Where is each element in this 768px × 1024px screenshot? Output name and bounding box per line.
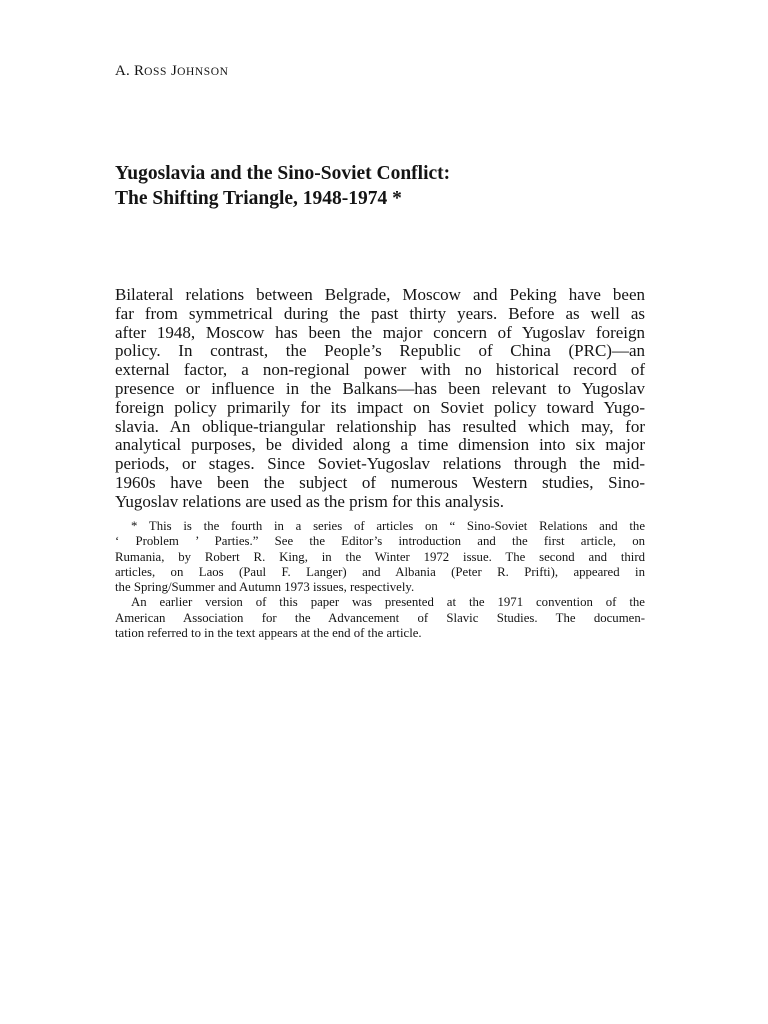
footnote-line: An earlier version of this paper was presented at the 1971 convention of the bbox=[131, 595, 645, 610]
footnote-line: Rumania, by Robert R. King, in the Winter 1972 issue. The second and third bbox=[115, 549, 645, 564]
title-line: Yugoslavia and the Sino-Soviet Conflict: bbox=[115, 163, 451, 184]
footnote-line: * This is the fourth in a series of articles on “ Sino-Soviet Relations and the bbox=[131, 519, 645, 533]
body-line: 1960s have been the subject of numerous Western studies, Sino- bbox=[115, 472, 645, 492]
footnote-line: American Association for the Advancement of Slavic Studies. The documen- bbox=[115, 610, 645, 625]
body-line: foreign policy primarily for its impact on Soviet policy toward Yugo- bbox=[115, 397, 645, 417]
subtitle-line: The Shifting Triangle, 1948-1974 * bbox=[115, 188, 402, 209]
footnote-block bbox=[115, 519, 645, 641]
article-title bbox=[115, 161, 655, 211]
author-last-name-cap: J bbox=[171, 63, 178, 79]
body-line: Bilateral relations between Belgrade, Moscow and Peking have been bbox=[115, 285, 645, 304]
body-line: after 1948, Moscow has been the major concern of Yugoslav foreign bbox=[115, 322, 645, 342]
body-line: external factor, a non-regional power with no historical record of bbox=[115, 360, 645, 380]
footnote-line: tation referred to in the text appears at the end of the article. bbox=[115, 626, 422, 641]
body-line: presence or influence in the Balkans—has been relevant to Yugoslav bbox=[115, 378, 645, 398]
body-line: analytical purposes, be divided along a time dimension into six major bbox=[115, 435, 645, 455]
author-first-name-rest: OSS bbox=[144, 66, 168, 78]
footnote-line: articles, on Laos (Paul F. Langer) and Albania (Peter R. Prifti), appeared in bbox=[115, 564, 645, 579]
footnote-line: ‘ Problem ’ Parties.” See the Editor’s introduction and the first article, on bbox=[115, 534, 645, 549]
body-line: slavia. An oblique-triangular relationship has resulted which may, for bbox=[115, 416, 645, 436]
body-line: far from symmetrical during the past thirty years. Before as well as bbox=[115, 303, 645, 323]
author-name bbox=[115, 63, 229, 80]
body-line: Yugoslav relations are used as the prism for this analysis. bbox=[115, 491, 505, 511]
footnote-line: the Spring/Summer and Autumn 1973 issues, respectively. bbox=[115, 580, 415, 595]
body-paragraph bbox=[115, 286, 645, 512]
author-last-name-rest: OHNSON bbox=[177, 66, 229, 78]
author-initial: A. bbox=[115, 63, 130, 79]
body-line: periods, or stages. Since Soviet-Yugoslav relations through the mid- bbox=[115, 454, 645, 474]
author-first-name-cap: R bbox=[133, 63, 145, 79]
body-line: policy. In contrast, the People’s Republic of China (PRC)—an bbox=[115, 341, 645, 361]
